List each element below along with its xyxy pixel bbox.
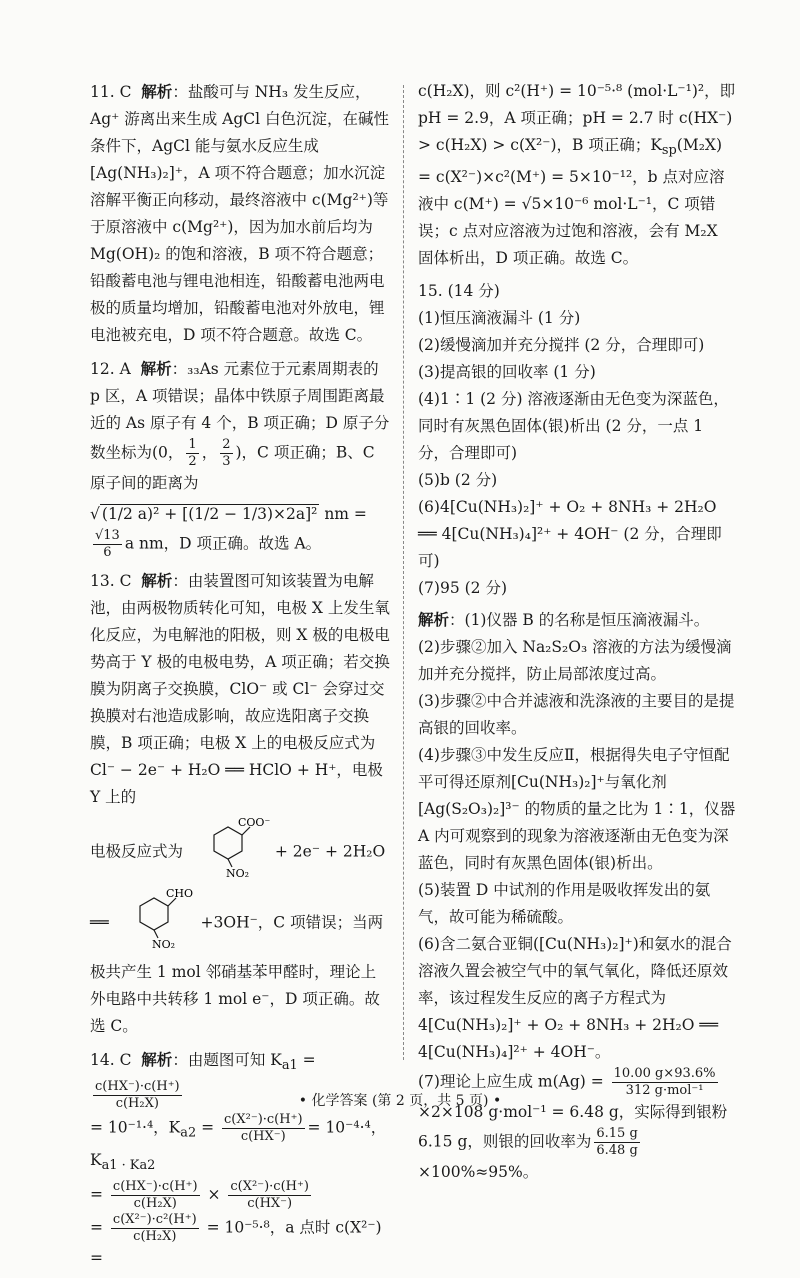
ka1-fraction-repeat: $\frac{c(HX^-)\cdot c(H^+)}{\text{c(H₂X)}}$ [112, 1178, 198, 1211]
q12-text2: )，C 项正确；B、C 原子间的距离为 [90, 443, 375, 492]
page-footer: • 化学答案 (第 2 页，共 5 页) • [298, 1093, 502, 1109]
q12-number: 12. A [90, 360, 131, 378]
fraction-half: $\frac{1}{2}$ [188, 437, 197, 469]
q12-distance-formula: √ (1/2 a)² + [(1/2 − 1/3)×2a]² nm = $\frac{√13}{6}$ a nm，D 项正确。故选 A。 [90, 505, 367, 560]
q7-text1: (7)理论上应生成 m(Ag) = [418, 1072, 609, 1091]
mol2-sub-label: NO₂ [151, 938, 175, 951]
q15-answer-1: (1)恒压滴液漏斗 (1 分) [418, 309, 581, 328]
unit-nm: nm = [319, 505, 367, 523]
q14-text1: ：由题图可知 K [172, 1051, 282, 1069]
benzoate-nitro-structure [194, 816, 271, 888]
q7-mass-fraction: $\frac{10.00 g\times 93.6\%}{\text{312 g·mol⁻¹}}$ [613, 1066, 716, 1099]
q14-line2: = 10⁻¹·⁴，$K_{a2}$ = $\frac{\text{c(X²⁻)·c(H⁺)}}{c(HX^-)}$ = 10⁻⁴·⁴，$K_{a1 \cdot Ka2}$ [90, 1112, 387, 1173]
answer-12 [90, 355, 390, 561]
q11-text: ：盐酸可与 NH₃ 发生反应，Ag⁺ 游离出来生成 AgCl 白色沉淀，在碱性条件下，AgCl 能与氨水反应生成[Ag(NH₃)₂]⁺，A 项不符合题意；加水沉淀溶解平衡正向移动，最终溶液中 c(Mg²⁺)等于原溶液中 c(Mg²⁺)，因为加水前后均为 Mg(OH)₂ 的饱和溶液，B 项不符合题意；铅酸蓄电池与锂电池相连，铅酸蓄电池两电极的质量均增加，铅酸蓄电池对外放电，锂电池被充电，D 项不符合题意。故选 C。 [90, 83, 390, 344]
q7-text3: ×100%≈95%。 [418, 1163, 539, 1182]
answer-13 [90, 567, 390, 1040]
q14-continued-text: c(H₂X)，则 c²(H⁺) = 10⁻⁵·⁸ (mol·L⁻¹)²，即 pH = 2.9，A 项正确；pH = 2.7 时 c(HX⁻) > c(H₂X) > c(X²⁻)，B 项正确；K [418, 82, 736, 154]
q15-analysis-7 [418, 1066, 736, 1186]
q13-plus-terms: + 2e⁻ + 2H₂O [274, 842, 386, 861]
sqrt-expression: (1/2 a)² + [(1/2 − 1/3)×2a]² [101, 505, 318, 523]
q15-answer-5: (5)b (2 分) [418, 471, 498, 490]
q13-number: 13. C [90, 572, 132, 590]
q15-answer-3: (3)提高银的回收率 (1 分) [418, 363, 596, 382]
q15-answer-2: (2)缓慢滴加并充分搅拌 (2 分，合理即可) [418, 336, 705, 355]
q13-text2: 电极反应式为 [90, 842, 184, 861]
q14-line3 [90, 1179, 390, 1212]
q15-analysis-2: (2)步骤②加入 Na₂S₂O₃ 溶液的方法为缓慢滴加并充分搅拌，防止局部浓度过高。 [418, 638, 732, 684]
ka2-subscript: a2 [180, 1125, 197, 1141]
q14-val1: = 10⁻¹·⁴，K [90, 1118, 181, 1137]
q12-text3: a nm，D 项正确。故选 A。 [124, 534, 322, 553]
q15-analysis-3: (3)步骤②中合并滤液和洗涤液的主要目的是提高银的回收率。 [418, 692, 735, 738]
answer-11 [90, 78, 390, 349]
q7-text2: ×2×108 g·mol⁻¹ = 6.48 g，实际得到银粉 6.15 g，则银的回收率为 [418, 1103, 728, 1151]
ka1-subscript: a1 [281, 1058, 298, 1074]
q12-text1: ：₃₃As 元素位于元素周期表的 p 区，A 项错误；晶体中铁原子周围距离最近的 As 原子有 4 个，B 项正确；D 原子分数坐标为(0， [90, 360, 390, 462]
q15-heading: 15. (14 分) [418, 282, 500, 301]
q7-yield-fraction: $\frac{6.15 g}{6.48 g}$ [596, 1126, 638, 1159]
q13-tag: 解析 [141, 571, 173, 590]
q12-tag: 解析 [140, 359, 172, 378]
mol1-sub-label: NO₂ [225, 867, 250, 880]
eq-sign-2: = [90, 1185, 108, 1204]
q15-analysis-1 [418, 606, 736, 634]
mol2-top-label: CHO [165, 887, 193, 900]
q15-analysis-tag: 解析 [418, 610, 450, 630]
fraction-two-thirds: $\frac{2}{3}$ [222, 437, 231, 469]
mol1-top-label: COO⁻ [237, 816, 271, 829]
ka1-fraction: $\frac{c(HX^-)\cdot c(H^+)}{\text{c(H₂X)}}$ [95, 1079, 180, 1112]
benzaldehyde-nitro-structure [120, 887, 193, 959]
q15-answer-7: (7)95 (2 分) [418, 579, 507, 598]
eq-sign-3: = [90, 1218, 108, 1237]
q14-tag: 解析 [141, 1050, 173, 1069]
q14-continued-text2: (M₂X) = c(X²⁻)×c²(M⁺) = 5×10⁻¹²，b 点对应溶液中 c(M⁺) = √5×10⁻⁶ mol·L⁻¹，C 项错误；c 点对应溶液为过饱和溶液，会有 M₂X 固体析出，D 项正确。故选 C。 [418, 136, 725, 268]
answer-14-continued [418, 78, 736, 272]
analysis-text-1: ：(1)仪器 B 的名称是恒压滴液漏斗。 [449, 611, 710, 630]
q13-text3: +3OH⁻，C 项错误；当两极共产生 1 mol 邻硝基苯甲醛时，理论上外电路中共转移 1 mol e⁻，D 项正确。故选 C。 [90, 913, 384, 1035]
combined-fraction: $\frac{\text{c(X²⁻)·c²(H⁺)}}{\text{c(H₂X)}}$ [112, 1211, 197, 1244]
q14-number: 14. C [90, 1051, 132, 1069]
times-sign: × [202, 1185, 226, 1204]
q13-text1: ：由装置图可知该装置为电解池，由两极物质转化可知，电极 X 上发生氧化反应，为电解池的阳极，则 X 极的电极电势高于 Y 极的电极电势，A 项正确；若交换膜为阴离子交换膜，ClO⁻ 或 Cl⁻ 会穿过交换膜对右池造成影响，故应选阳离子交换膜，B 项正确；电极 X 上的电极反应式为 Cl⁻ − 2e⁻ + H₂O ══ HClO + H⁺，电极 Y 上的 [90, 572, 390, 806]
q11-number: 11. C [90, 83, 132, 101]
ka-product-sub: a1 · K [101, 1157, 140, 1173]
q13-product-line: ══ CHO NO₂ +3OH⁻，C 项错误；当两极共产生 1 mol 邻硝基苯甲醛时，理论上外电路中共转移 1 mol e⁻，D 项正确。故选 C。 [90, 887, 384, 1035]
q14-val3: = 10⁻⁵·⁸，a 点时 c(X²⁻) = [90, 1218, 382, 1267]
q14-val2: = 10⁻⁴·⁴，K [90, 1118, 387, 1169]
ksp-subscript: sp [661, 143, 677, 159]
q14-line4 [90, 1212, 390, 1272]
answer-15 [418, 278, 736, 1186]
fraction-sqrt13-over-6: $\frac{√13}{6}$ [95, 528, 120, 560]
q15-analysis-6: (6)含二氨合亚铜([Cu(NH₃)₂]⁺)和氨水的混合溶液久置会被空气中的氧气氧化，降低还原效率，该过程发生反应的离子方程式为 4[Cu(NH₃)₂]⁺ + O₂ + 8NH₃ + 2H₂O ══ 4[Cu(NH₃)₄]²⁺ + 4OH⁻。 [418, 935, 732, 1062]
ka2-fraction: $\frac{\text{c(X²⁻)·c(H⁺)}}{c(HX^-)}$ [224, 1112, 303, 1145]
eq-sign: = [297, 1051, 316, 1069]
q15-analysis-5: (5)装置 D 中试剂的作用是吸收挥发出的氨气，故可能为稀硫酸。 [418, 881, 711, 927]
q15-answer-4: (4)1∶1 (2 分) 溶液逐渐由无色变为深蓝色，同时有灰黑色固体(银)析出 (2 分，一点 1 分，合理即可) [418, 390, 729, 463]
q11-tag: 解析 [141, 82, 173, 101]
right-column [418, 78, 736, 1192]
ka2-fraction-repeat: $\frac{\text{c(X²⁻)·c(H⁺)}}{c(HX^-)}$ [230, 1178, 309, 1211]
answer-14 [90, 1046, 390, 1272]
q13-electrode-y-equation [90, 817, 390, 888]
q15-answer-6: (6)4[Cu(NH₃)₂]⁺ + O₂ + 8NH₃ + 2H₂O ══ 4[Cu(NH₃)₄]²⁺ + 4OH⁻ (2 分，合理即可) [418, 498, 722, 571]
comma: ， [201, 443, 218, 462]
q15-analysis-4: (4)步骤③中发生反应Ⅱ，根据得失电子守恒配平可得还原剂[Cu(NH₃)₂]⁺与氧化剂[Ag(S₂O₃)₂]³⁻ 的物质的量之比为 1∶1，仪器 A 内可观察到的现象为溶液逐渐由无色变为深蓝色，同时有灰黑色固体(银)析出。 [418, 746, 736, 873]
ka-product-sub2: a2 [139, 1157, 156, 1173]
column-divider [403, 85, 404, 1060]
